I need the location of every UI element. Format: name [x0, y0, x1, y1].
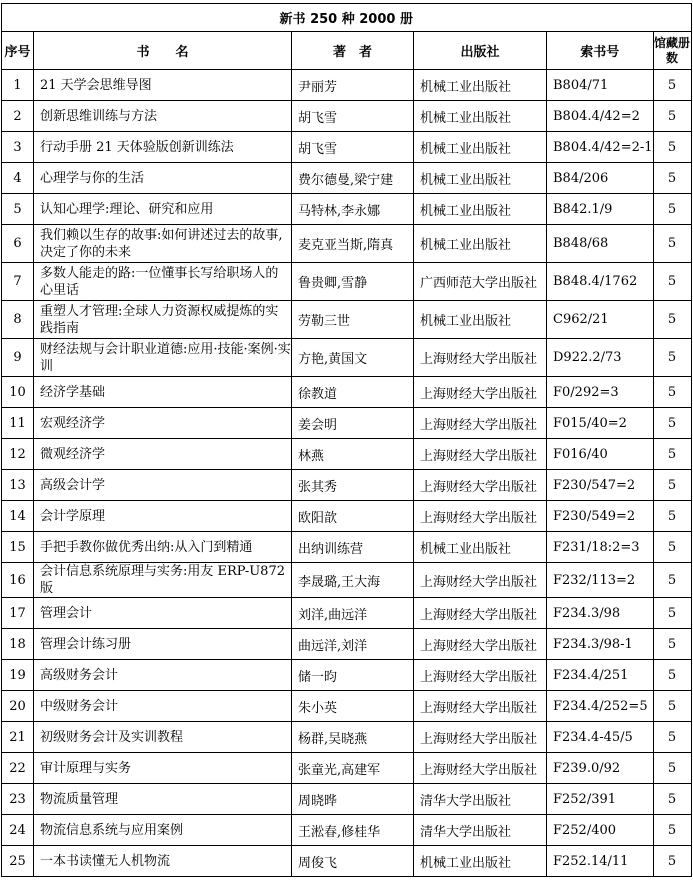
book-copies: 5 [653, 532, 691, 563]
book-copies: 5 [653, 408, 691, 439]
book-publisher: 机械工业出版社 [414, 132, 547, 163]
book-copies: 5 [653, 815, 691, 846]
book-publisher: 广西师范大学出版社 [414, 263, 547, 301]
book-publisher: 机械工业出版社 [414, 532, 547, 563]
book-title: 重塑人才管理:全球人力资源权威提炼的实践指南 [34, 301, 292, 339]
book-publisher: 上海财经大学出版社 [414, 339, 547, 377]
book-call-number: F252/391 [547, 784, 654, 815]
book-title: 宏观经济学 [34, 408, 292, 439]
table-row [2, 408, 692, 439]
book-copies: 5 [653, 722, 691, 753]
row-number: 1 [2, 70, 34, 101]
book-author: 杨群,吴晓燕 [292, 722, 414, 753]
book-author: 徐教道 [292, 377, 414, 408]
book-copies: 5 [653, 70, 691, 101]
book-title: 我们赖以生存的故事:如何讲述过去的故事,决定了你的未来 [34, 225, 292, 263]
book-author: 马特林,李永娜 [292, 194, 414, 225]
book-author: 方艳,黄国文 [292, 339, 414, 377]
table-row [2, 470, 692, 501]
header-publisher: 出版社 [414, 32, 547, 70]
header-book-title: 书 名 [34, 32, 292, 70]
book-publisher: 上海财经大学出版社 [414, 691, 547, 722]
book-publisher: 上海财经大学出版社 [414, 470, 547, 501]
book-author: 麦克亚当斯,隋真 [292, 225, 414, 263]
row-number: 2 [2, 101, 34, 132]
book-author: 林燕 [292, 439, 414, 470]
book-author: 胡飞雪 [292, 132, 414, 163]
book-title: 一本书读懂无人机物流 [34, 846, 292, 877]
table-row [2, 784, 692, 815]
book-publisher: 机械工业出版社 [414, 194, 547, 225]
book-author: 王淞春,修桂华 [292, 815, 414, 846]
book-call-number: B842.1/9 [547, 194, 654, 225]
book-author: 李晟璐,王大海 [292, 563, 414, 598]
book-title: 物流信息系统与应用案例 [34, 815, 292, 846]
book-author: 姜会明 [292, 408, 414, 439]
book-author: 张其秀 [292, 470, 414, 501]
row-number: 8 [2, 301, 34, 339]
book-call-number: B848.4/1762 [547, 263, 654, 301]
table-row [2, 501, 692, 532]
book-publisher: 上海财经大学出版社 [414, 629, 547, 660]
book-title: 中级财务会计 [34, 691, 292, 722]
book-publisher: 上海财经大学出版社 [414, 501, 547, 532]
row-number: 13 [2, 470, 34, 501]
book-author: 朱小英 [292, 691, 414, 722]
table-row [2, 846, 692, 877]
book-copies: 5 [653, 101, 691, 132]
book-call-number: F252.14/11 [547, 846, 654, 877]
table-row [2, 439, 692, 470]
book-author: 张童光,高建军 [292, 753, 414, 784]
book-copies: 5 [653, 501, 691, 532]
book-copies: 5 [653, 784, 691, 815]
book-publisher: 机械工业出版社 [414, 301, 547, 339]
table-row [2, 194, 692, 225]
book-author: 尹丽芳 [292, 70, 414, 101]
book-author: 鲁贵卿,雪静 [292, 263, 414, 301]
header-author: 著 者 [292, 32, 414, 70]
book-copies: 5 [653, 660, 691, 691]
book-call-number: F252/400 [547, 815, 654, 846]
book-author: 刘洋,曲远洋 [292, 598, 414, 629]
row-number: 21 [2, 722, 34, 753]
table-row [2, 132, 692, 163]
row-number: 5 [2, 194, 34, 225]
book-call-number: F016/40 [547, 439, 654, 470]
book-call-number: F230/549=2 [547, 501, 654, 532]
row-number: 3 [2, 132, 34, 163]
book-copies: 5 [653, 439, 691, 470]
book-copies: 5 [653, 598, 691, 629]
book-author: 周俊飞 [292, 846, 414, 877]
book-copies: 5 [653, 563, 691, 598]
book-author: 欧阳歆 [292, 501, 414, 532]
book-publisher: 上海财经大学出版社 [414, 660, 547, 691]
book-call-number: F234.3/98 [547, 598, 654, 629]
table-row [2, 598, 692, 629]
book-copies: 5 [653, 301, 691, 339]
book-author: 周晓晔 [292, 784, 414, 815]
book-copies: 5 [653, 691, 691, 722]
row-number: 9 [2, 339, 34, 377]
book-copies: 5 [653, 263, 691, 301]
table-row [2, 629, 692, 660]
row-number: 16 [2, 563, 34, 598]
book-call-number: F234.4-45/5 [547, 722, 654, 753]
row-number: 25 [2, 846, 34, 877]
book-title: 高级会计学 [34, 470, 292, 501]
table-row [2, 563, 692, 598]
header-copies: 馆藏册数 [653, 32, 691, 70]
book-title: 多数人能走的路:一位懂事长写给职场人的心里话 [34, 263, 292, 301]
book-title: 初级财务会计及实训教程 [34, 722, 292, 753]
book-author: 曲远洋,刘洋 [292, 629, 414, 660]
table-row [2, 301, 692, 339]
book-publisher: 机械工业出版社 [414, 225, 547, 263]
book-call-number: F231/18:2=3 [547, 532, 654, 563]
row-number: 10 [2, 377, 34, 408]
book-author: 储一昀 [292, 660, 414, 691]
book-copies: 5 [653, 163, 691, 194]
book-author: 费尔德曼,梁宁建 [292, 163, 414, 194]
book-call-number: F234.4/252=5 [547, 691, 654, 722]
book-publisher: 清华大学出版社 [414, 784, 547, 815]
book-title: 会计学原理 [34, 501, 292, 532]
book-publisher: 清华大学出版社 [414, 815, 547, 846]
book-title: 21 天学会思维导图 [34, 70, 292, 101]
book-publisher: 上海财经大学出版社 [414, 722, 547, 753]
table-row [2, 163, 692, 194]
book-publisher: 机械工业出版社 [414, 163, 547, 194]
book-call-number: B804.4/42=2 [547, 101, 654, 132]
row-number: 22 [2, 753, 34, 784]
book-call-number: D922.2/73 [547, 339, 654, 377]
book-publisher: 机械工业出版社 [414, 846, 547, 877]
book-call-number: F015/40=2 [547, 408, 654, 439]
book-call-number: B804/71 [547, 70, 654, 101]
table-header-row [2, 32, 692, 70]
row-number: 18 [2, 629, 34, 660]
row-number: 7 [2, 263, 34, 301]
table-row [2, 377, 692, 408]
table-row [2, 722, 692, 753]
book-call-number: C962/21 [547, 301, 654, 339]
table-row [2, 753, 692, 784]
table-row [2, 101, 692, 132]
book-title: 管理会计 [34, 598, 292, 629]
table-row [2, 660, 692, 691]
book-copies: 5 [653, 753, 691, 784]
table-row [2, 532, 692, 563]
header-call-number: 索书号 [547, 32, 654, 70]
book-publisher: 上海财经大学出版社 [414, 753, 547, 784]
book-publisher: 上海财经大学出版社 [414, 408, 547, 439]
book-copies: 5 [653, 132, 691, 163]
book-title: 微观经济学 [34, 439, 292, 470]
book-title: 管理会计练习册 [34, 629, 292, 660]
row-number: 6 [2, 225, 34, 263]
book-copies: 5 [653, 846, 691, 877]
book-publisher: 上海财经大学出版社 [414, 439, 547, 470]
book-publisher: 上海财经大学出版社 [414, 598, 547, 629]
header-no: 序号 [2, 32, 34, 70]
book-call-number: F239.0/92 [547, 753, 654, 784]
book-author: 劳勒三世 [292, 301, 414, 339]
book-title: 经济学基础 [34, 377, 292, 408]
book-call-number: B804.4/42=2-1 [547, 132, 654, 163]
book-title: 认知心理学:理论、研究和应用 [34, 194, 292, 225]
table-row [2, 225, 692, 263]
row-number: 23 [2, 784, 34, 815]
book-author: 出纳训练营 [292, 532, 414, 563]
row-number: 15 [2, 532, 34, 563]
book-call-number: F232/113=2 [547, 563, 654, 598]
book-call-number: F234.3/98-1 [547, 629, 654, 660]
table-title: 新书 250 种 2000 册 [2, 4, 692, 32]
row-number: 14 [2, 501, 34, 532]
book-title: 创新思维训练与方法 [34, 101, 292, 132]
book-title: 手把手教你做优秀出纳:从入门到精通 [34, 532, 292, 563]
row-number: 20 [2, 691, 34, 722]
table-row [2, 815, 692, 846]
table-row [2, 691, 692, 722]
book-title: 财经法规与会计职业道德:应用·技能·案例·实训 [34, 339, 292, 377]
book-publisher: 机械工业出版社 [414, 70, 547, 101]
book-copies: 5 [653, 629, 691, 660]
book-title: 心理学与你的生活 [34, 163, 292, 194]
book-copies: 5 [653, 194, 691, 225]
row-number: 4 [2, 163, 34, 194]
book-title: 审计原理与实务 [34, 753, 292, 784]
book-title: 行动手册 21 天体验版创新训练法 [34, 132, 292, 163]
row-number: 19 [2, 660, 34, 691]
book-publisher: 上海财经大学出版社 [414, 563, 547, 598]
table-row [2, 339, 692, 377]
table-row [2, 263, 692, 301]
row-number: 11 [2, 408, 34, 439]
table-title-row [2, 4, 692, 32]
book-call-number: F230/547=2 [547, 470, 654, 501]
book-list-table [1, 3, 692, 877]
row-number: 24 [2, 815, 34, 846]
book-call-number: B848/68 [547, 225, 654, 263]
row-number: 17 [2, 598, 34, 629]
book-title: 高级财务会计 [34, 660, 292, 691]
book-publisher: 上海财经大学出版社 [414, 377, 547, 408]
book-publisher: 机械工业出版社 [414, 101, 547, 132]
book-author: 胡飞雪 [292, 101, 414, 132]
book-call-number: F0/292=3 [547, 377, 654, 408]
book-copies: 5 [653, 339, 691, 377]
book-copies: 5 [653, 470, 691, 501]
book-copies: 5 [653, 377, 691, 408]
book-call-number: F234.4/251 [547, 660, 654, 691]
book-title: 物流质量管理 [34, 784, 292, 815]
book-call-number: B84/206 [547, 163, 654, 194]
table-row [2, 70, 692, 101]
book-copies: 5 [653, 225, 691, 263]
row-number: 12 [2, 439, 34, 470]
book-title: 会计信息系统原理与实务:用友 ERP-U872 版 [34, 563, 292, 598]
